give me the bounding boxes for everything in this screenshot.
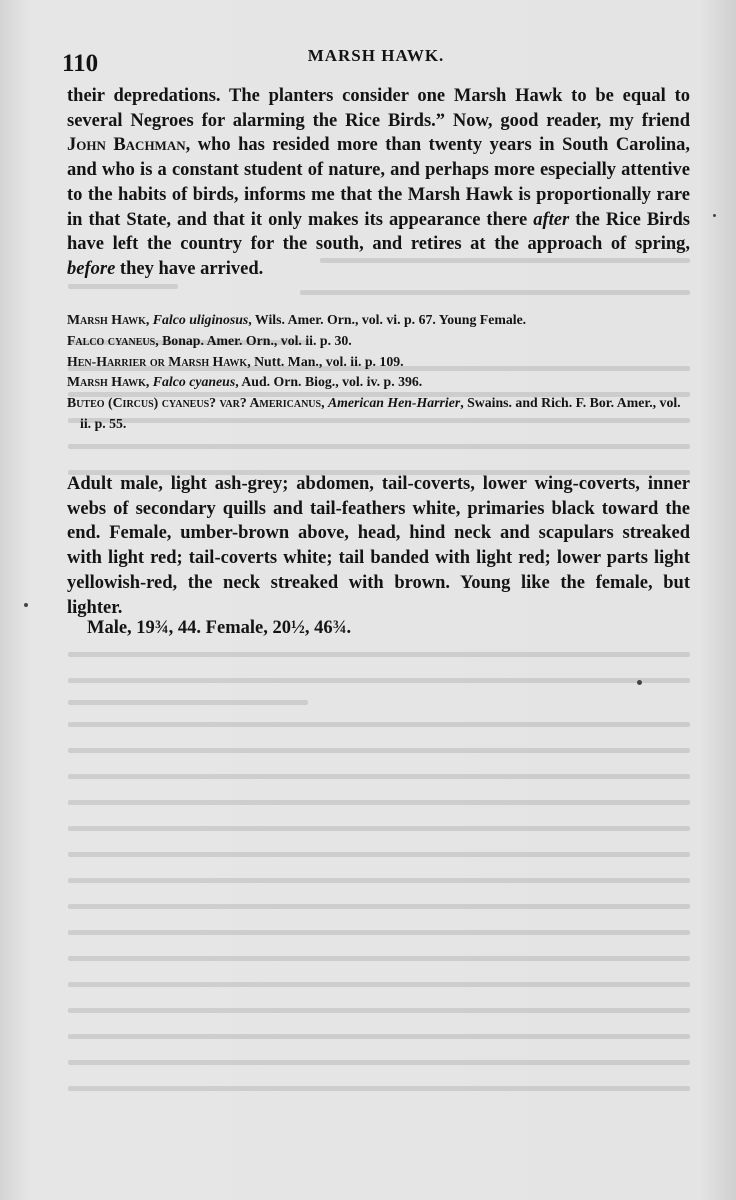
emphasis-after: after [533, 209, 570, 230]
page-number: 110 [62, 50, 99, 77]
measurements: Male, 19¾, 44. Female, 20½, 46¾. [87, 618, 352, 638]
page-speck [637, 680, 642, 685]
description-paragraph: Adult male, light ash-grey; abdomen, tail-coverts, lower wing-coverts, inner webs of secondary quills and tail-feathers white, primaries black toward the end. Female, umber-brown above, head, hind neck and scapulars streaked with light red; tail-coverts white; tail banded with light red; lower parts light yellowish-red, the neck streaked with brown. Young like the female, but lighter. [67, 474, 690, 618]
synonymy-entry: Marsh Hawk, Falco uliginosus, Wils. Amer. Orn., vol. vi. p. 67. Young Female. [67, 312, 527, 327]
body-paragraph-1 [67, 84, 690, 282]
paragraph-text: they have arrived. [115, 258, 264, 279]
margin-speck [24, 603, 28, 607]
running-title: MARSH HAWK. [307, 46, 445, 65]
paragraph-text: , who has resided more than twenty years in South Carolina, and who is a constant student of nature, and perhaps more especially attentive to the habits of birds, informs me that the Marsh Hawk is proportionally rare in that State, and that it only makes its appearance there [67, 135, 690, 230]
synonymy-block [67, 310, 690, 435]
person-name: John Bachman [67, 135, 186, 156]
synonymy-entry: Falco cyaneus, Bonap. Amer. Orn., vol. ii. p. 30. [67, 332, 352, 348]
paragraph-text: the Rice Birds have left the country for the south, and retires at the approach of spring, [67, 209, 690, 255]
synonymy-entry: Hen-Harrier or Marsh Hawk, Nutt. Man., vol. ii. p. 109. [67, 353, 404, 369]
emphasis-before: before [67, 258, 116, 279]
page-header [62, 46, 690, 80]
paragraph-text: their depredations. The planters consider one Marsh Hawk to be equal to several Negroes for alarming the Rice Birds.” Now, good reader, my friend [67, 86, 690, 131]
synonymy-entry: Buteo (Circus) cyaneus? var? Americanus, American Hen-Harrier, Swains. and Rich. F. Bor. Amer., vol. ii. p. 55. [67, 395, 681, 431]
synonymy-entry: Marsh Hawk, Falco cyaneus, Aud. Orn. Biog., vol. iv. p. 396. [67, 374, 423, 390]
margin-speck [713, 214, 716, 217]
